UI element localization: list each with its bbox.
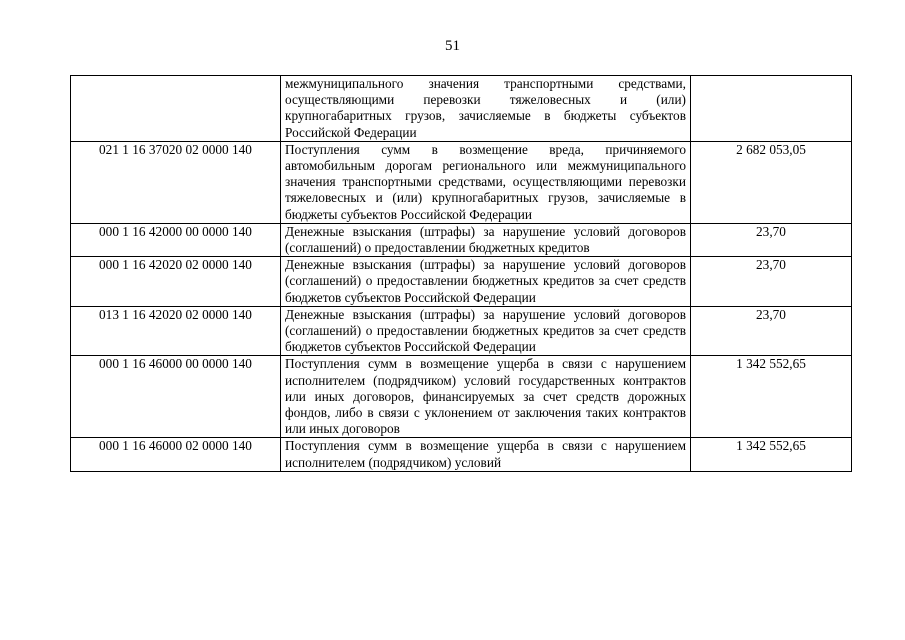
amount-cell: 23,70 <box>691 257 852 307</box>
budget-code-cell: 013 1 16 42020 02 0000 140 <box>71 306 281 356</box>
budget-code-cell: 021 1 16 37020 02 0000 140 <box>71 141 281 223</box>
amount-cell: 1 342 552,65 <box>691 356 852 438</box>
table-row <box>71 76 852 142</box>
amount-cell <box>691 76 852 142</box>
revenue-name-cell: Денежные взыскания (штрафы) за нарушение условий договоров (соглашений) о предоставлении бюджетных кредитов за счет средств бюджетов субъектов Российской Федерации <box>281 306 691 356</box>
revenue-name-cell: межмуниципального значения транспортными средствами, осуществляющими перевозки тяжеловесных и (или) крупногабаритных грузов, зачисляемые в бюджеты субъектов Российской Федерации <box>281 76 691 142</box>
page-number: 51 <box>445 38 460 54</box>
amount-cell: 23,70 <box>691 223 852 256</box>
revenue-name-cell: Денежные взыскания (штрафы) за нарушение условий договоров (соглашений) о предоставлении бюджетных кредитов <box>281 223 691 256</box>
amount-cell: 1 342 552,65 <box>691 438 852 471</box>
budget-code-cell: 000 1 16 42020 02 0000 140 <box>71 257 281 307</box>
revenue-name-cell: Поступления сумм в возмещение ущерба в связи с нарушением исполнителем (подрядчиком) условий <box>281 438 691 471</box>
budget-code-cell: 000 1 16 46000 02 0000 140 <box>71 438 281 471</box>
revenue-name-cell: Поступления сумм в возмещение ущерба в связи с нарушением исполнителем (подрядчиком) условий государственных контрактов или иных договоров, финансируемых за счет средств дорожных фондов, либо в связи с уклонением от заключения таких контрактов или иных договоров <box>281 356 691 438</box>
table-row <box>71 257 852 307</box>
table-row <box>71 356 852 438</box>
budget-code-cell <box>71 76 281 142</box>
table-row <box>71 306 852 356</box>
table-row <box>71 223 852 256</box>
amount-cell: 23,70 <box>691 306 852 356</box>
table-row <box>71 438 852 471</box>
budget-code-cell: 000 1 16 46000 00 0000 140 <box>71 356 281 438</box>
budget-code-cell: 000 1 16 42000 00 0000 140 <box>71 223 281 256</box>
revenue-name-cell: Денежные взыскания (штрафы) за нарушение условий договоров (соглашений) о предоставлении бюджетных кредитов за счет средств бюджетов субъектов Российской Федерации <box>281 257 691 307</box>
amount-cell: 2 682 053,05 <box>691 141 852 223</box>
revenue-table <box>70 75 852 472</box>
table-row <box>71 141 852 223</box>
revenue-name-cell: Поступления сумм в возмещение вреда, причиняемого автомобильным дорогам регионального или межмуниципального значения транспортными средствами, осуществляющими перевозки тяжеловесных и (или) крупногабаритных грузов, зачисляемые в бюджеты субъектов Российской Федерации <box>281 141 691 223</box>
